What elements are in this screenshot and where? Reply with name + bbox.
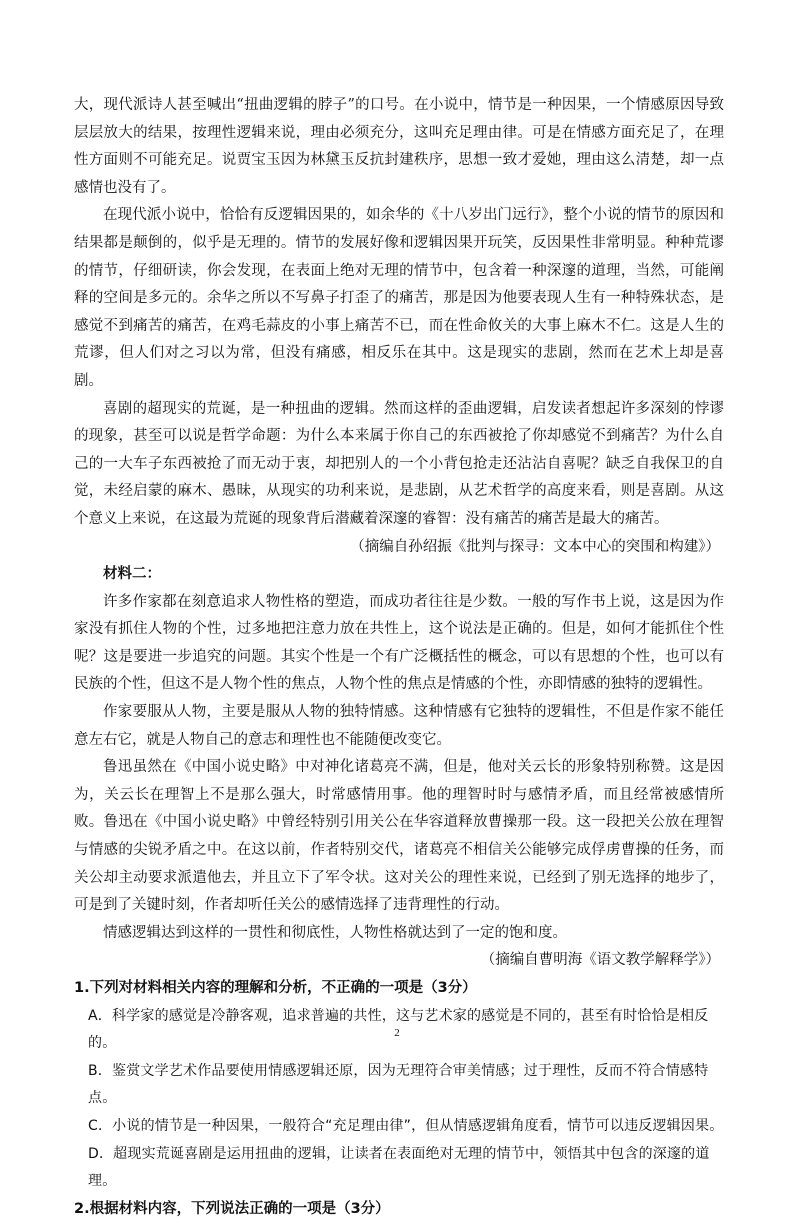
questions [74, 975, 724, 1223]
question-stem: 2.根据材料内容，下列说法正确的一项是（3分） [74, 1200, 390, 1217]
question-stem: 1.下列对材料相关内容的理解和分析，不正确的一项是（3分） [74, 980, 477, 996]
answer-option-a: A．科学家的感觉是冷静客观，追求普遍的共性，这与艺术家的感觉是不同的，甚至有时恰恰是相反的。 [88, 1007, 709, 1052]
answer-option-c: C．小说的情节是一种因果，一般符合“充足理由律”，但从情感逻辑角度看，情节可以违反逻辑因果。 [88, 1117, 724, 1134]
page-number: 2 [394, 1027, 400, 1039]
paragraph: 鲁迅虽然在《中国小说史略》中对神化诸葛亮不满，但是，他对关云长的形象特别称赞。这是因为，关云长在理智上不是那么强大，时常感情用事。他的理智时时与感情矛盾，而且经常被感情所败。鲁迅在《中国小说史略》中曾经特别引用关公在华容道释放曹操那一段。这一段把关公放在理智与情感的尖锐矛盾之中。在这以前，作者特别交代，诸葛亮不相信关公能够完成俘虏曹操的任务，而关公却主动要求派遣他去，并且立下了军令状。这对关公的理性来说，已经到了别无选择的地步了，可是到了关键时刻，作者却听任关公的感情选择了违背理性的行动。 [74, 759, 724, 914]
paragraph: 在现代派小说中，恰恰有反逻辑因果的，如余华的《十八岁出门远行》，整个小说的情节的原因和结果都是颠倒的，似乎是无理的。情节的发展好像和逻辑因果开玩笑，反因果性非常明显。种种荒谬的情节，仔细研读，你会发现，在表面上绝对无理的情节中，包含着一种深邃的道理，当然，可能阐释的空间是多元的。余华之所以不写鼻子打歪了的痛苦，那是因为他要表现人生有一种特殊状态，是感觉不到痛苦的痛苦，在鸡毛蒜皮的小事上痛苦不已，而在性命攸关的大事上麻木不仁。这是人生的荒谬，但人们对之习以为常，但没有痛感，相反乐在其中。这是现实的悲剧，然而在艺术上却是喜剧。 [74, 207, 724, 389]
source-citation: （摘编自孙绍振《批判与探寻：文本中心的突围和构建》） [350, 538, 720, 555]
source-citation: （摘编自曹明海《语文教学解释学》） [480, 952, 720, 969]
answer-option-b: B．鉴赏文学艺术作品要使用情感逻辑还原，因为无理符合审美情感；过于理性，反而不符合情感特点。 [88, 1062, 709, 1107]
section-heading: 材料二： [103, 566, 161, 583]
paragraph: 喜剧的超现实的荒诞，是一种扭曲的逻辑。然而这样的歪曲逻辑，启发读者想起许多深刻的悖谬的现象，甚至可以说是哲学命题：为什么本来属于你自己的东西被抢了你却感觉不到痛苦？为什么自己的一大车子东西被抢了而无动于衷，却把别人的一个小背包抢走还沾沾自喜呢？缺乏自我保卫的自觉，未经启蒙的麻木、愚昧，从现实的功利来说，是悲剧，从艺术哲学的高度来看，则是喜剧。从这个意义上来说，在这最为荒诞的现象背后潜藏着深邃的睿智：没有痛苦的痛苦是最大的痛苦。 [74, 400, 724, 527]
paragraph: 情感逻辑达到这样的一贯性和彻底性，人物性格就达到了一定的饱和度。 [103, 924, 567, 941]
answer-option-d: D．超现实荒诞喜剧是运用扭曲的逻辑，让读者在表面绝对无理的情节中，领悟其中包含的深邃的道理。 [88, 1145, 710, 1190]
paragraph-continuation: 大，现代派诗人甚至喊出“扭曲逻辑的脖子”的口号。在小说中，情节是一种因果，一个情感原因导致层层放大的结果，按理性逻辑来说，理由必须充分，这叫充足理由律。可是在情感方面充足了，在理性方面则不可能充足。说贾宝玉因为林黛玉反抗封建秩序，思想一致才爱她，理由这么清楚，却一点感情也没有了。 [74, 97, 724, 196]
page-content [74, 92, 724, 1223]
paragraph: 作家要服从人物，主要是服从人物的独特情感。这种情感有它独特的逻辑性，不但是作家不能任意左右它，就是人物自己的意志和理性也不能随便改变它。 [74, 704, 724, 748]
paragraph: 许多作家都在刻意追求人物性格的塑造，而成功者往往是少数。一般的写作书上说，这是因为作家没有抓住人物的个性，过多地把注意力放在共性上，这个说法是正确的。但是，如何才能抓住个性呢？这是要进一步追究的问题。其实个性是一个有广泛概括性的概念，可以有思想的个性，也可以有民族的个性，但这不是人物个性的焦点，人物个性的焦点是情感的个性，亦即情感的独特的逻辑性。 [74, 593, 724, 693]
material-one [74, 92, 724, 561]
material-two [74, 561, 724, 975]
